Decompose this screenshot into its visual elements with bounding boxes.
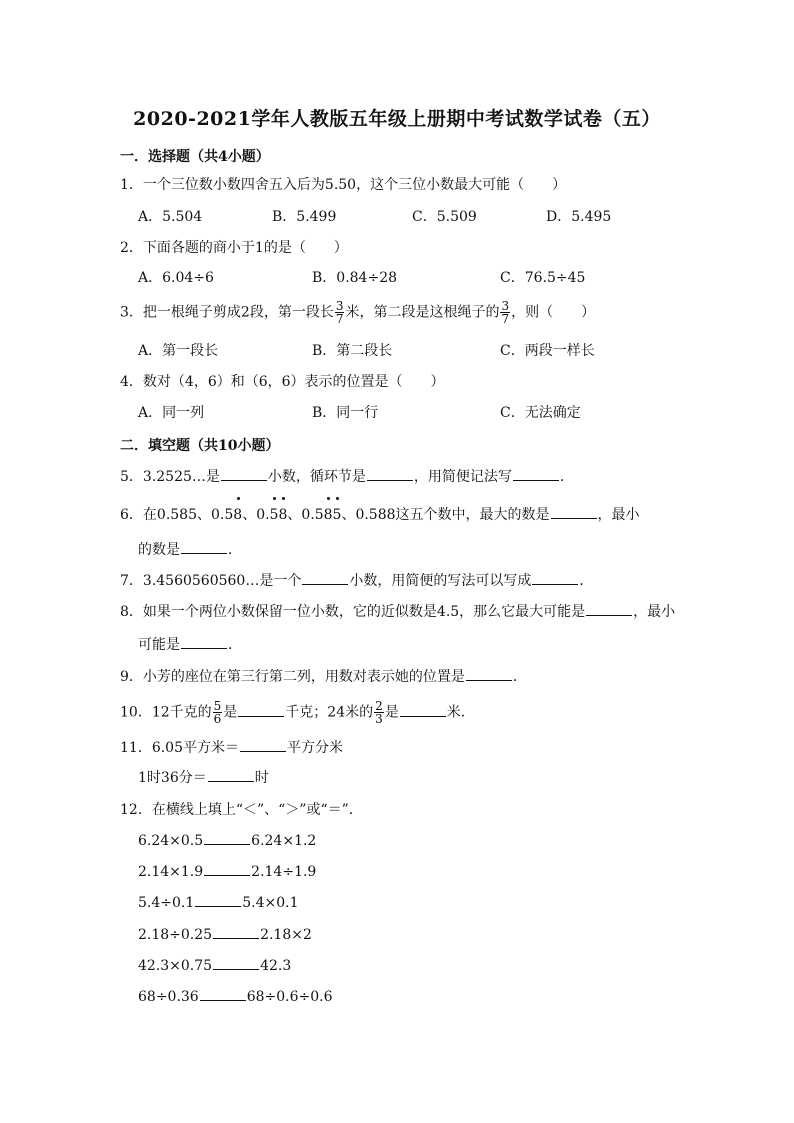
q11-blank-2[interactable] (208, 767, 254, 782)
question-9: 9．小芳的座位在第三行第二列，用数对表示她的位置是 ． (120, 666, 527, 687)
question-8-cont: 可能是 ． (138, 634, 242, 655)
question-10: 10．12千克的 $\frac{5}{6}$ 是 千克；24米的 $\frac{2}{3}$ 是 米． (120, 699, 475, 726)
q12-blank[interactable] (204, 830, 250, 845)
q1-option-c[interactable]: C．5.509 (412, 209, 477, 225)
q12-row: 42.3×0.75 42.3 (138, 955, 291, 976)
q8-blank-1[interactable] (586, 601, 632, 616)
repeat-dot (336, 497, 339, 500)
question-6-cont: 的数是 ． (138, 539, 242, 560)
section-choice-heading: 一．选择题（共4小题） (120, 149, 270, 165)
q2-option-c[interactable]: C．76.5÷45 (500, 270, 586, 286)
q6-number-1: 0.585 (156, 507, 198, 523)
q3-fraction-2: $\frac{3}{7}$ (501, 299, 510, 326)
q1-option-a[interactable]: A．5.504 (138, 209, 203, 225)
q12-row: 5.4÷0.1 5.4×0.1 (138, 892, 299, 913)
q6-number-2: 0.58 (211, 505, 242, 525)
q6-number-5: 0.588 (355, 507, 396, 523)
q12-blank[interactable] (195, 892, 241, 907)
q12-row: 6.24×0.5 6.24×1.2 (138, 830, 316, 851)
q9-blank[interactable] (466, 666, 512, 681)
question-11-line-2: 1时36分＝ 时 (138, 767, 269, 788)
q12-row: 2.18÷0.25 2.18×2 (138, 924, 312, 945)
q12-row: 68÷0.36 68÷0.6÷0.6 (138, 986, 333, 1007)
q12-blank[interactable] (213, 924, 259, 939)
q10-blank-2[interactable] (400, 702, 446, 717)
q2-option-b[interactable]: B．0.84÷28 (312, 270, 398, 286)
q12-row: 2.14×1.9 2.14÷1.9 (138, 861, 316, 882)
q6-blank-1[interactable] (551, 504, 597, 519)
q3-text-post: ，则（ ） (511, 304, 596, 321)
q3-option-a[interactable]: A．第一段长 (138, 343, 219, 359)
q4-option-a[interactable]: A．同一列 (138, 405, 205, 421)
q11-blank-1[interactable] (240, 737, 286, 752)
exam-title: 2020-2021学年人教版五年级上册期中考试数学试卷（五） (133, 108, 661, 130)
question-2: 2．下面各题的商小于1的是（ ） (120, 240, 348, 256)
section-fill-heading: 二．填空题（共10小题） (120, 438, 280, 454)
question-5: 5．3.2525…是 小数，循环节是 ，用简便记法写 ． (120, 466, 574, 487)
q5-blank-1[interactable] (221, 466, 267, 481)
q1-option-b[interactable]: B．5.499 (272, 209, 337, 225)
q6-number-3: 0.58 (256, 505, 287, 525)
repeat-dot (237, 497, 240, 500)
q3-text-pre: 3．把一根绳子剪成2段，第一段长 (120, 304, 334, 321)
q3-fraction-1: $\frac{3}{7}$ (335, 299, 344, 326)
q4-option-b[interactable]: B．同一行 (312, 405, 379, 421)
q3-option-b[interactable]: B．第二段长 (312, 343, 393, 359)
question-1: 1．一个三位数小数四舍五入后为5.50，这个三位小数最大可能（ ） (120, 177, 567, 193)
question-11: 11．6.05平方米＝ 平方分米 (120, 737, 343, 758)
repeat-dot (327, 497, 330, 500)
q3-option-c[interactable]: C．两段一样长 (500, 343, 595, 359)
q8-blank-2[interactable] (181, 634, 227, 649)
q4-option-c[interactable]: C．无法确定 (500, 405, 581, 421)
q3-text-mid: 米，第二段是这根绳子的 (345, 304, 500, 321)
repeat-dot (273, 497, 276, 500)
q2-option-a[interactable]: A．6.04÷6 (138, 270, 214, 286)
q5-blank-2[interactable] (367, 466, 413, 481)
q12-blank[interactable] (200, 986, 246, 1001)
question-7: 7．3.4560560560…是一个 小数，用简便的写法可以写成 ． (120, 570, 593, 591)
q12-blank[interactable] (204, 861, 250, 876)
q12-blank[interactable] (213, 955, 259, 970)
q10-fraction-2: $\frac{2}{3}$ (375, 699, 383, 726)
q6-blank-2[interactable] (181, 539, 227, 554)
question-12: 12．在横线上填上“＜”、“＞”或“＝”． (120, 802, 363, 818)
question-8: 8．如果一个两位小数保留一位小数，它的近似数是4.5，那么它最大可能是 ，最小 (120, 601, 675, 622)
q5-blank-3[interactable] (513, 466, 559, 481)
question-4: 4．数对（4，6）和（6，6）表示的位置是（ ） (120, 374, 445, 390)
repeat-dot (282, 497, 285, 500)
question-3 (120, 300, 595, 325)
question-6: 6．在0.585、0.58 、0.58 、0.585 、0.588这五个数中，最大的数是 ，最小 (120, 504, 640, 525)
q7-blank-2[interactable] (532, 570, 578, 585)
q10-blank-1[interactable] (238, 702, 284, 717)
q6-number-4: 0.585 (301, 505, 341, 525)
q10-fraction-1: $\frac{5}{6}$ (213, 699, 222, 726)
q7-blank-1[interactable] (302, 570, 348, 585)
q1-option-d[interactable]: D．5.495 (546, 209, 612, 225)
